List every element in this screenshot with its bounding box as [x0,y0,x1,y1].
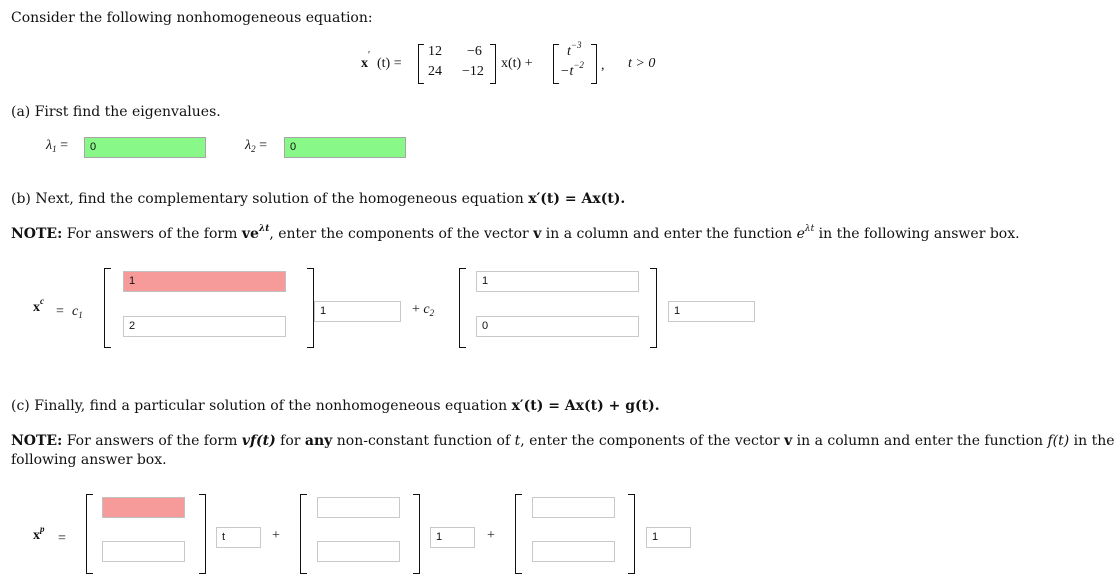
f2-input[interactable]: 1 [668,301,755,322]
p3-func-input[interactable]: 1 [646,527,691,548]
v1-bottom-input[interactable]: 2 [123,316,286,337]
p2-top-input[interactable] [317,497,400,518]
v1-top-input[interactable]: 1 [123,271,286,292]
xp-label: $x^p$ [33,524,45,543]
eq-lhs: x [361,56,368,71]
plus-2: + [487,528,495,543]
v2-left-bracket [459,268,466,348]
g-bottom: $-t^{-2}$ [560,60,584,79]
matrix-a21: 24 [428,64,442,79]
matrix-left-bracket [418,44,424,84]
matrix-a22: −12 [462,64,484,79]
eq-comma: , [601,58,605,73]
part-c-note-cont: following answer box. [11,452,167,468]
g-right-bracket [591,44,597,84]
intro-text: Consider the following nonhomogeneous equation: [11,10,373,26]
p1-left-bracket [86,494,93,574]
v2-bottom-input[interactable]: 0 [476,316,639,337]
p1-bottom-input[interactable] [102,541,185,562]
plus-c2: + $c_2$ [412,302,435,318]
v2-right-bracket [650,268,657,348]
matrix-right-bracket [490,44,496,84]
g-top: $t^{-3}$ [567,40,582,59]
p3-bottom-input[interactable] [532,541,615,562]
xc-equals: = [56,304,64,319]
eq-condition: t > 0 [628,56,656,71]
c1-label: $c_1$ [72,304,83,320]
p3-top-input[interactable] [532,497,615,518]
eq-arg: (t) = [377,56,402,71]
v1-right-bracket [307,268,314,348]
p2-right-bracket [413,494,420,574]
lambda2-label: $\lambda_2$ = [245,138,267,154]
p2-func-input[interactable]: 1 [430,527,475,548]
p3-right-bracket [628,494,635,574]
lambda1-label: $\lambda_1$ = [46,138,68,154]
xc-label: $x^c$ [33,296,44,315]
g-left-bracket [553,44,559,84]
p2-bottom-input[interactable] [317,541,400,562]
plus-1: + [272,528,280,543]
eq-mid: x(t) + [501,56,533,71]
f1-input[interactable]: 1 [314,301,401,322]
p1-top-input[interactable] [102,497,185,518]
p1-func-input[interactable]: t [216,527,261,548]
p1-right-bracket [199,494,206,574]
xp-equals: = [58,531,66,546]
lambda2-input[interactable]: 0 [284,137,406,158]
matrix-a12: −6 [467,44,482,59]
part-a-prompt: (a) First find the eigenvalues. [11,104,221,120]
p3-left-bracket [515,494,522,574]
v2-top-input[interactable]: 1 [476,271,639,292]
part-b-note: NOTE: For answers of the form $ve^{\lambda t}$, enter the components of the vector v in a column and enter the function $e^{\lambda t}$ in the following answer box. [11,224,1020,242]
part-c-note: NOTE: For answers of the form vf(t) for any non-constant function of t, enter the components of the vector v in a column and enter the function f(t) in the [11,433,1115,449]
v1-left-bracket [104,268,111,348]
matrix-a11: 12 [428,44,442,59]
eq-prime: ′ [368,50,371,61]
p2-left-bracket [300,494,307,574]
part-b-prompt: (b) Next, find the complementary solution of the homogeneous equation x′(t) = Ax(t). [11,191,626,207]
lambda1-input[interactable]: 0 [84,137,206,158]
part-c-prompt: (c) Finally, find a particular solution of the nonhomogeneous equation x′(t) = Ax(t) + g(t). [11,398,660,414]
